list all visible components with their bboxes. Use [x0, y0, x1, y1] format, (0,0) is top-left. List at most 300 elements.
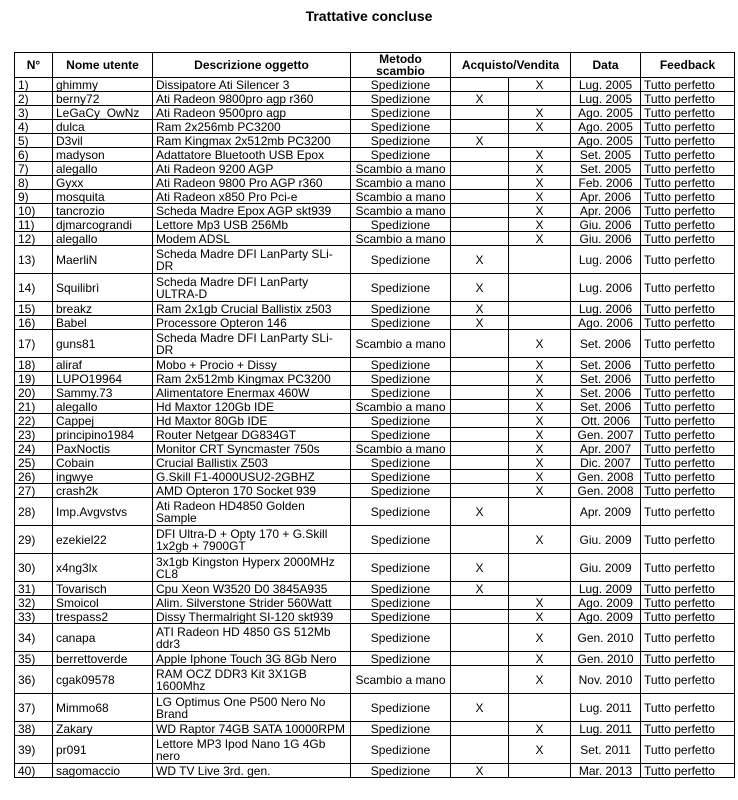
- cell-exchange-method: Spedizione: [351, 106, 451, 120]
- cell-buy-mark: [451, 218, 509, 232]
- cell-buy-mark: [451, 162, 509, 176]
- cell-buy-mark: [451, 526, 509, 554]
- cell-exchange-method: Spedizione: [351, 78, 451, 92]
- cell-sell-mark: X: [509, 232, 571, 246]
- cell-number: 30): [15, 554, 53, 582]
- header-description: Descrizione oggetto: [153, 53, 351, 78]
- cell-date: Set. 2011: [571, 736, 641, 764]
- cell-description: G.Skill F1-4000USU2-2GBHZ: [153, 470, 351, 484]
- cell-number: 14): [15, 274, 53, 302]
- cell-feedback: Tutto perfetto: [641, 610, 735, 624]
- cell-number: 39): [15, 736, 53, 764]
- cell-feedback: Tutto perfetto: [641, 162, 735, 176]
- cell-number: 5): [15, 134, 53, 148]
- cell-feedback: Tutto perfetto: [641, 624, 735, 652]
- cell-date: Lug. 2006: [571, 246, 641, 274]
- cell-sell-mark: [509, 694, 571, 722]
- cell-sell-mark: [509, 302, 571, 316]
- cell-username: berrettoverde: [53, 652, 153, 666]
- cell-sell-mark: X: [509, 666, 571, 694]
- cell-exchange-method: Spedizione: [351, 498, 451, 526]
- cell-sell-mark: [509, 498, 571, 526]
- table-row: [15, 330, 735, 358]
- cell-buy-mark: X: [451, 246, 509, 274]
- cell-date: Apr. 2006: [571, 190, 641, 204]
- cell-sell-mark: [509, 246, 571, 274]
- cell-date: Ago. 2009: [571, 610, 641, 624]
- table-row: [15, 596, 735, 610]
- cell-feedback: Tutto perfetto: [641, 400, 735, 414]
- table-row: [15, 414, 735, 428]
- cell-description: Scheda Madre Epox AGP skt939: [153, 204, 351, 218]
- cell-exchange-method: Spedizione: [351, 456, 451, 470]
- cell-feedback: Tutto perfetto: [641, 470, 735, 484]
- cell-sell-mark: X: [509, 470, 571, 484]
- cell-exchange-method: Scambio a mano: [351, 442, 451, 456]
- cell-exchange-method: Spedizione: [351, 218, 451, 232]
- cell-number: 36): [15, 666, 53, 694]
- cell-sell-mark: X: [509, 428, 571, 442]
- header-buy-sell: Acquisto/Vendita: [451, 53, 571, 78]
- cell-feedback: Tutto perfetto: [641, 442, 735, 456]
- table-row: [15, 92, 735, 106]
- cell-feedback: Tutto perfetto: [641, 218, 735, 232]
- cell-username: Zakary: [53, 722, 153, 736]
- cell-description: Ram 2x1gb Crucial Ballistix z503: [153, 302, 351, 316]
- cell-sell-mark: X: [509, 204, 571, 218]
- cell-feedback: Tutto perfetto: [641, 694, 735, 722]
- header-exchange-method: Metodo scambio: [351, 53, 451, 78]
- cell-number: 26): [15, 470, 53, 484]
- cell-username: principino1984: [53, 428, 153, 442]
- cell-sell-mark: X: [509, 400, 571, 414]
- cell-sell-mark: X: [509, 526, 571, 554]
- page-title: Trattative concluse: [305, 8, 433, 24]
- cell-number: 25): [15, 456, 53, 470]
- cell-exchange-method: Scambio a mano: [351, 666, 451, 694]
- cell-sell-mark: X: [509, 484, 571, 498]
- cell-date: Gen. 2008: [571, 484, 641, 498]
- cell-buy-mark: X: [451, 302, 509, 316]
- cell-username: Tovarisch: [53, 582, 153, 596]
- table-row: [15, 274, 735, 302]
- cell-number: 9): [15, 190, 53, 204]
- cell-date: Gen. 2010: [571, 624, 641, 652]
- cell-sell-mark: X: [509, 736, 571, 764]
- cell-username: x4ng3lx: [53, 554, 153, 582]
- cell-exchange-method: Spedizione: [351, 624, 451, 652]
- cell-buy-mark: [451, 652, 509, 666]
- cell-buy-mark: [451, 78, 509, 92]
- table-row: [15, 694, 735, 722]
- cell-date: Ago. 2005: [571, 134, 641, 148]
- cell-username: guns81: [53, 330, 153, 358]
- cell-date: Ago. 2009: [571, 596, 641, 610]
- table-row: [15, 400, 735, 414]
- cell-date: Set. 2006: [571, 386, 641, 400]
- cell-username: crash2k: [53, 484, 153, 498]
- cell-feedback: Tutto perfetto: [641, 414, 735, 428]
- cell-buy-mark: [451, 610, 509, 624]
- cell-description: 3x1gb Kingston Hyperx 2000MHz CL8: [153, 554, 351, 582]
- cell-number: 21): [15, 400, 53, 414]
- cell-exchange-method: Spedizione: [351, 470, 451, 484]
- cell-date: Set. 2006: [571, 330, 641, 358]
- cell-date: Set. 2006: [571, 372, 641, 386]
- cell-sell-mark: X: [509, 148, 571, 162]
- cell-sell-mark: X: [509, 652, 571, 666]
- cell-description: Scheda Madre DFI LanParty ULTRA-D: [153, 274, 351, 302]
- cell-username: alegallo: [53, 400, 153, 414]
- cell-description: Ati Radeon 9200 AGP: [153, 162, 351, 176]
- table-row: [15, 554, 735, 582]
- cell-description: Adattatore Bluetooth USB Epox: [153, 148, 351, 162]
- cell-date: Feb. 2006: [571, 176, 641, 190]
- table-row: [15, 442, 735, 456]
- table-row: [15, 484, 735, 498]
- cell-date: Lug. 2011: [571, 722, 641, 736]
- cell-sell-mark: X: [509, 610, 571, 624]
- cell-sell-mark: [509, 554, 571, 582]
- cell-feedback: Tutto perfetto: [641, 652, 735, 666]
- cell-exchange-method: Scambio a mano: [351, 330, 451, 358]
- cell-sell-mark: X: [509, 106, 571, 120]
- cell-description: Scheda Madre DFI LanParty SLi-DR: [153, 330, 351, 358]
- cell-exchange-method: Scambio a mano: [351, 232, 451, 246]
- table-row: [15, 78, 735, 92]
- cell-exchange-method: Spedizione: [351, 596, 451, 610]
- cell-date: Lug. 2011: [571, 694, 641, 722]
- cell-sell-mark: X: [509, 596, 571, 610]
- cell-number: 3): [15, 106, 53, 120]
- cell-date: Gen. 2010: [571, 652, 641, 666]
- cell-description: Scheda Madre DFI LanParty SLi-DR: [153, 246, 351, 274]
- cell-number: 7): [15, 162, 53, 176]
- table-row: [15, 358, 735, 372]
- table-row: [15, 386, 735, 400]
- cell-date: Lug. 2005: [571, 92, 641, 106]
- cell-sell-mark: X: [509, 218, 571, 232]
- cell-username: Gyxx: [53, 176, 153, 190]
- cell-buy-mark: X: [451, 134, 509, 148]
- cell-feedback: Tutto perfetto: [641, 596, 735, 610]
- cell-username: Squilibrì: [53, 274, 153, 302]
- table-row: [15, 162, 735, 176]
- cell-number: 24): [15, 442, 53, 456]
- cell-feedback: Tutto perfetto: [641, 232, 735, 246]
- cell-buy-mark: X: [451, 582, 509, 596]
- cell-description: WD TV Live 3rd. gen.: [153, 764, 351, 778]
- table-row: [15, 470, 735, 484]
- cell-description: Router Netgear DG834GT: [153, 428, 351, 442]
- cell-description: Apple Iphone Touch 3G 8Gb Nero: [153, 652, 351, 666]
- table-row: [15, 120, 735, 134]
- cell-username: LeGaCy_OwNz: [53, 106, 153, 120]
- cell-description: AMD Opteron 170 Socket 939: [153, 484, 351, 498]
- cell-feedback: Tutto perfetto: [641, 190, 735, 204]
- cell-exchange-method: Spedizione: [351, 302, 451, 316]
- cell-description: LG Optimus One P500 Nero No Brand: [153, 694, 351, 722]
- cell-username: alegallo: [53, 232, 153, 246]
- cell-date: Apr. 2006: [571, 204, 641, 218]
- cell-username: alegallo: [53, 162, 153, 176]
- cell-description: Ati Radeon 9800 Pro AGP r360: [153, 176, 351, 190]
- cell-number: 12): [15, 232, 53, 246]
- cell-feedback: Tutto perfetto: [641, 666, 735, 694]
- cell-exchange-method: Scambio a mano: [351, 204, 451, 218]
- cell-number: 28): [15, 498, 53, 526]
- cell-username: dulca: [53, 120, 153, 134]
- header-username: Nome utente: [53, 53, 153, 78]
- cell-description: Cpu Xeon W3520 D0 3845A935: [153, 582, 351, 596]
- table-row: [15, 134, 735, 148]
- cell-sell-mark: [509, 764, 571, 778]
- cell-buy-mark: [451, 456, 509, 470]
- cell-description: Modem ADSL: [153, 232, 351, 246]
- cell-username: ghimmy: [53, 78, 153, 92]
- cell-sell-mark: X: [509, 78, 571, 92]
- cell-feedback: Tutto perfetto: [641, 274, 735, 302]
- cell-description: RAM OCZ DDR3 Kit 3X1GB 1600Mhz: [153, 666, 351, 694]
- cell-exchange-method: Spedizione: [351, 694, 451, 722]
- cell-buy-mark: X: [451, 316, 509, 330]
- cell-username: Babel: [53, 316, 153, 330]
- cell-username: madyson: [53, 148, 153, 162]
- cell-username: Smoicol: [53, 596, 153, 610]
- cell-buy-mark: X: [451, 694, 509, 722]
- table-row: [15, 526, 735, 554]
- cell-feedback: Tutto perfetto: [641, 330, 735, 358]
- trades-table: [14, 52, 735, 778]
- cell-number: 6): [15, 148, 53, 162]
- cell-feedback: Tutto perfetto: [641, 484, 735, 498]
- table-row: [15, 176, 735, 190]
- cell-sell-mark: [509, 582, 571, 596]
- cell-username: Cappej: [53, 414, 153, 428]
- cell-exchange-method: Spedizione: [351, 526, 451, 554]
- cell-username: Mimmo68: [53, 694, 153, 722]
- cell-username: Sammy.73: [53, 386, 153, 400]
- cell-date: Gen. 2007: [571, 428, 641, 442]
- cell-exchange-method: Spedizione: [351, 92, 451, 106]
- cell-number: 17): [15, 330, 53, 358]
- cell-description: Processore Opteron 146: [153, 316, 351, 330]
- header-feedback: Feedback: [641, 53, 735, 78]
- cell-buy-mark: [451, 372, 509, 386]
- cell-username: mosquita: [53, 190, 153, 204]
- cell-date: Giu. 2006: [571, 232, 641, 246]
- cell-date: Ago. 2006: [571, 316, 641, 330]
- cell-number: 38): [15, 722, 53, 736]
- cell-buy-mark: [451, 624, 509, 652]
- cell-buy-mark: [451, 400, 509, 414]
- table-row: [15, 624, 735, 652]
- cell-sell-mark: [509, 274, 571, 302]
- cell-number: 23): [15, 428, 53, 442]
- cell-username: Imp.Avgvstvs: [53, 498, 153, 526]
- cell-description: Crucial Ballistix Z503: [153, 456, 351, 470]
- cell-feedback: Tutto perfetto: [641, 456, 735, 470]
- cell-exchange-method: Spedizione: [351, 652, 451, 666]
- cell-username: MaerliN: [53, 246, 153, 274]
- table-row: [15, 428, 735, 442]
- header-row: [15, 53, 735, 78]
- cell-exchange-method: Spedizione: [351, 148, 451, 162]
- table-row: [15, 736, 735, 764]
- cell-buy-mark: [451, 232, 509, 246]
- cell-username: ezekiel22: [53, 526, 153, 554]
- cell-exchange-method: Scambio a mano: [351, 190, 451, 204]
- cell-buy-mark: [451, 722, 509, 736]
- cell-username: D3vil: [53, 134, 153, 148]
- cell-number: 29): [15, 526, 53, 554]
- cell-exchange-method: Spedizione: [351, 582, 451, 596]
- cell-buy-mark: X: [451, 498, 509, 526]
- cell-date: Lug. 2009: [571, 582, 641, 596]
- cell-buy-mark: [451, 484, 509, 498]
- cell-exchange-method: Spedizione: [351, 428, 451, 442]
- cell-number: 15): [15, 302, 53, 316]
- cell-date: Ott. 2006: [571, 414, 641, 428]
- cell-number: 11): [15, 218, 53, 232]
- cell-feedback: Tutto perfetto: [641, 316, 735, 330]
- cell-feedback: Tutto perfetto: [641, 148, 735, 162]
- cell-number: 40): [15, 764, 53, 778]
- table-row: [15, 764, 735, 778]
- cell-buy-mark: [451, 442, 509, 456]
- cell-feedback: Tutto perfetto: [641, 736, 735, 764]
- cell-buy-mark: [451, 470, 509, 484]
- cell-buy-mark: [451, 190, 509, 204]
- table-row: [15, 652, 735, 666]
- cell-buy-mark: [451, 106, 509, 120]
- cell-feedback: Tutto perfetto: [641, 134, 735, 148]
- cell-buy-mark: [451, 176, 509, 190]
- cell-description: Ram Kingmax 2x512mb PC3200: [153, 134, 351, 148]
- cell-feedback: Tutto perfetto: [641, 428, 735, 442]
- cell-username: pr091: [53, 736, 153, 764]
- cell-sell-mark: X: [509, 372, 571, 386]
- cell-date: Dic. 2007: [571, 456, 641, 470]
- table-row: [15, 218, 735, 232]
- cell-description: Ram 2x256mb PC3200: [153, 120, 351, 134]
- cell-number: 18): [15, 358, 53, 372]
- cell-number: 20): [15, 386, 53, 400]
- cell-date: Giu. 2006: [571, 218, 641, 232]
- cell-username: Cobain: [53, 456, 153, 470]
- cell-feedback: Tutto perfetto: [641, 722, 735, 736]
- cell-feedback: Tutto perfetto: [641, 764, 735, 778]
- cell-description: Ati Radeon HD4850 Golden Sample: [153, 498, 351, 526]
- cell-description: Alim. Silverstone Strider 560Watt: [153, 596, 351, 610]
- cell-feedback: Tutto perfetto: [641, 246, 735, 274]
- cell-date: Set. 2005: [571, 148, 641, 162]
- cell-date: Nov. 2010: [571, 666, 641, 694]
- cell-feedback: Tutto perfetto: [641, 582, 735, 596]
- table-row: [15, 148, 735, 162]
- cell-sell-mark: X: [509, 442, 571, 456]
- cell-exchange-method: Spedizione: [351, 764, 451, 778]
- cell-description: Dissy Thermalright SI-120 skt939: [153, 610, 351, 624]
- cell-feedback: Tutto perfetto: [641, 302, 735, 316]
- cell-description: Lettore Mp3 USB 256Mb: [153, 218, 351, 232]
- cell-feedback: Tutto perfetto: [641, 498, 735, 526]
- cell-date: Lug. 2005: [571, 78, 641, 92]
- cell-description: Mobo + Procio + Dissy: [153, 358, 351, 372]
- cell-description: Dissipatore Ati Silencer 3: [153, 78, 351, 92]
- cell-sell-mark: X: [509, 176, 571, 190]
- cell-buy-mark: [451, 148, 509, 162]
- cell-buy-mark: [451, 204, 509, 218]
- cell-username: breakz: [53, 302, 153, 316]
- table-row: [15, 232, 735, 246]
- cell-exchange-method: Spedizione: [351, 316, 451, 330]
- cell-feedback: Tutto perfetto: [641, 386, 735, 400]
- cell-date: Set. 2006: [571, 358, 641, 372]
- cell-date: Apr. 2009: [571, 498, 641, 526]
- cell-exchange-method: Spedizione: [351, 610, 451, 624]
- cell-description: WD Raptor 74GB SATA 10000RPM: [153, 722, 351, 736]
- cell-sell-mark: X: [509, 162, 571, 176]
- cell-username: ingwye: [53, 470, 153, 484]
- table-row: [15, 316, 735, 330]
- cell-feedback: Tutto perfetto: [641, 372, 735, 386]
- cell-date: Giu. 2009: [571, 526, 641, 554]
- cell-description: Ati Radeon x850 Pro Pci-e: [153, 190, 351, 204]
- cell-exchange-method: Scambio a mano: [351, 400, 451, 414]
- cell-buy-mark: [451, 414, 509, 428]
- table-row: [15, 106, 735, 120]
- cell-description: ATI Radeon HD 4850 GS 512Mb ddr3: [153, 624, 351, 652]
- cell-date: Lug. 2006: [571, 274, 641, 302]
- cell-username: tancrozio: [53, 204, 153, 218]
- cell-number: 34): [15, 624, 53, 652]
- cell-date: Gen. 2008: [571, 470, 641, 484]
- cell-feedback: Tutto perfetto: [641, 92, 735, 106]
- cell-username: berny72: [53, 92, 153, 106]
- header-date: Data: [571, 53, 641, 78]
- table-row: [15, 204, 735, 218]
- cell-sell-mark: X: [509, 722, 571, 736]
- cell-date: Mar. 2013: [571, 764, 641, 778]
- cell-exchange-method: Spedizione: [351, 134, 451, 148]
- cell-number: 1): [15, 78, 53, 92]
- cell-exchange-method: Scambio a mano: [351, 176, 451, 190]
- cell-buy-mark: [451, 120, 509, 134]
- cell-sell-mark: X: [509, 456, 571, 470]
- cell-sell-mark: X: [509, 414, 571, 428]
- cell-number: 33): [15, 610, 53, 624]
- cell-description: Hd Maxtor 80Gb IDE: [153, 414, 351, 428]
- cell-sell-mark: X: [509, 358, 571, 372]
- cell-sell-mark: X: [509, 190, 571, 204]
- cell-exchange-method: Spedizione: [351, 120, 451, 134]
- cell-sell-mark: X: [509, 386, 571, 400]
- cell-buy-mark: [451, 358, 509, 372]
- cell-sell-mark: [509, 134, 571, 148]
- cell-number: 8): [15, 176, 53, 190]
- cell-number: 4): [15, 120, 53, 134]
- cell-exchange-method: Spedizione: [351, 386, 451, 400]
- table-row: [15, 302, 735, 316]
- cell-buy-mark: [451, 386, 509, 400]
- cell-number: 27): [15, 484, 53, 498]
- table-row: [15, 722, 735, 736]
- cell-description: Ati Radeon 9500pro agp: [153, 106, 351, 120]
- cell-number: 32): [15, 596, 53, 610]
- cell-username: trespass2: [53, 610, 153, 624]
- cell-number: 35): [15, 652, 53, 666]
